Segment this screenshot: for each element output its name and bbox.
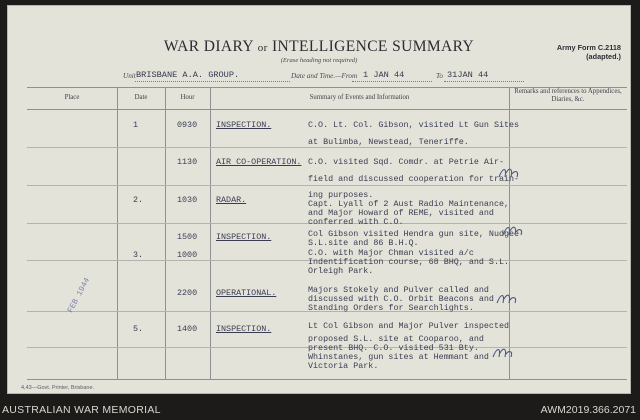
handwritten-initials <box>495 291 521 307</box>
entry-text-line: Victoria Park. <box>308 361 379 371</box>
army-form-number: Army Form C.2118 <box>556 43 621 52</box>
entry-text-line: Whinstanes, gun sites at Hemmant and <box>308 352 489 362</box>
entry-text-line: at Bulimba, Newstead, Teneriffe. <box>308 137 469 147</box>
entry-section: INSPECTION. <box>216 232 272 242</box>
entry-text-line: Lt Col Gibson and Major Pulver inspected <box>308 321 510 331</box>
to-date-value: 31JAN 44 <box>447 70 489 80</box>
entry-text-line: proposed S.L. site at Cooparoo, and <box>308 334 484 344</box>
unit-value: BRISBANE A.A. GROUP. <box>136 70 240 80</box>
entry-section: OPERATIONAL. <box>216 288 277 298</box>
to-label: To <box>436 72 443 80</box>
entry-text-line: conferred with C.O. <box>308 217 404 227</box>
col-header-hour: Hour <box>180 94 195 101</box>
entry-text-line: discussed with C.O. Orbit Beacons and <box>308 294 494 304</box>
document-title <box>7 38 631 56</box>
entry-hour: 0930 <box>177 120 198 130</box>
entry-hour: 1030 <box>177 195 198 205</box>
unit-underline <box>135 81 290 82</box>
entry-text-line: Orleigh Park. <box>308 266 374 276</box>
footer-accession-number: AWM2019.366.2071 <box>540 404 636 416</box>
entry-section: RADAR. <box>216 195 247 205</box>
entry-text-line: C.O. with Major Chman visited a/c <box>308 248 474 258</box>
entry-date: 2. <box>133 195 144 205</box>
entry-section: INSPECTION. <box>216 324 272 334</box>
table-bottom-rule <box>27 379 627 380</box>
entry-date: 1 <box>133 120 139 130</box>
document-subtitle: (Erase heading not required) <box>280 57 358 64</box>
entry-date: 3. <box>133 250 144 260</box>
title-main: WAR DIARY <box>163 38 254 55</box>
entry-text-line: C.O. Lt. Col. Gibson, visited Lt Gun Sites <box>308 120 520 130</box>
handwritten-initials <box>497 165 521 181</box>
ruled-line <box>27 147 627 148</box>
entry-hour: 1130 <box>177 157 198 167</box>
entry-text-line: S.L.site and 86 B.H.Q. <box>308 238 419 248</box>
printer-imprint: 4,43—Govt. Printer, Brisbane. <box>21 385 95 391</box>
from-date-value: 1 JAN 44 <box>363 70 405 80</box>
entry-text-line: Indentification course, 68 BHQ, and S.L. <box>308 257 510 267</box>
unit-label: Unit <box>123 72 136 80</box>
entry-hour: 2200 <box>177 288 198 298</box>
entry-text-line: Capt. Lyall of 2 Aust Radio Maintenance, <box>308 199 510 209</box>
entry-text-line: and Major Howard of REME, visited and <box>308 208 494 218</box>
handwritten-initials <box>491 345 515 361</box>
entry-text-line: C.O. visited Sqd. Comdr. at Petrie Air- <box>308 157 505 167</box>
war-diary-sheet <box>7 5 631 394</box>
entry-text-line: Col Gibson visited Hendra gun site, Nudgee <box>308 229 520 239</box>
received-date-stamp: FEB 1944 <box>66 276 93 315</box>
col-header-place: Place <box>64 94 80 101</box>
entry-text-line: Standing Orders for Searchlights. <box>308 303 474 313</box>
entry-hour: 1500 <box>177 232 198 242</box>
col-divider-place <box>117 87 118 379</box>
entry-text-line: Majors Stokely and Pulver called and <box>308 285 489 295</box>
title-or: or <box>257 42 268 54</box>
army-form-adapted: (adapted.) <box>586 52 621 61</box>
entry-text-line: present BHQ. C.O. visited 531 Bty. <box>308 343 479 353</box>
entry-hour: 1400 <box>177 324 198 334</box>
entry-hour: 1000 <box>177 250 198 260</box>
title-rest: INTELLIGENCE SUMMARY <box>271 38 475 55</box>
handwritten-initials <box>501 223 525 239</box>
entry-section: INSPECTION. <box>216 120 272 130</box>
from-underline <box>352 81 432 82</box>
col-header-summary: Summary of Events and Information <box>309 94 410 101</box>
to-underline <box>444 81 524 82</box>
col-header-date: Date <box>134 94 148 101</box>
entry-text-line: ing purposes. <box>308 190 374 200</box>
col-header-remarks: Remarks and references to Appendices, Diaries, &c. <box>514 88 622 103</box>
entry-section: AIR CO-OPERATION. <box>216 157 302 167</box>
entry-text-line: field and discussed cooperation for train- <box>308 174 520 184</box>
col-divider-date <box>165 87 166 379</box>
ruled-line <box>27 185 627 186</box>
col-divider-hour <box>210 87 211 379</box>
army-form-label <box>557 43 621 61</box>
footer-institution: AUSTRALIAN WAR MEMORIAL <box>2 404 161 416</box>
entry-date: 5. <box>133 324 144 334</box>
date-range-label: Date and Time.—From <box>291 72 358 80</box>
